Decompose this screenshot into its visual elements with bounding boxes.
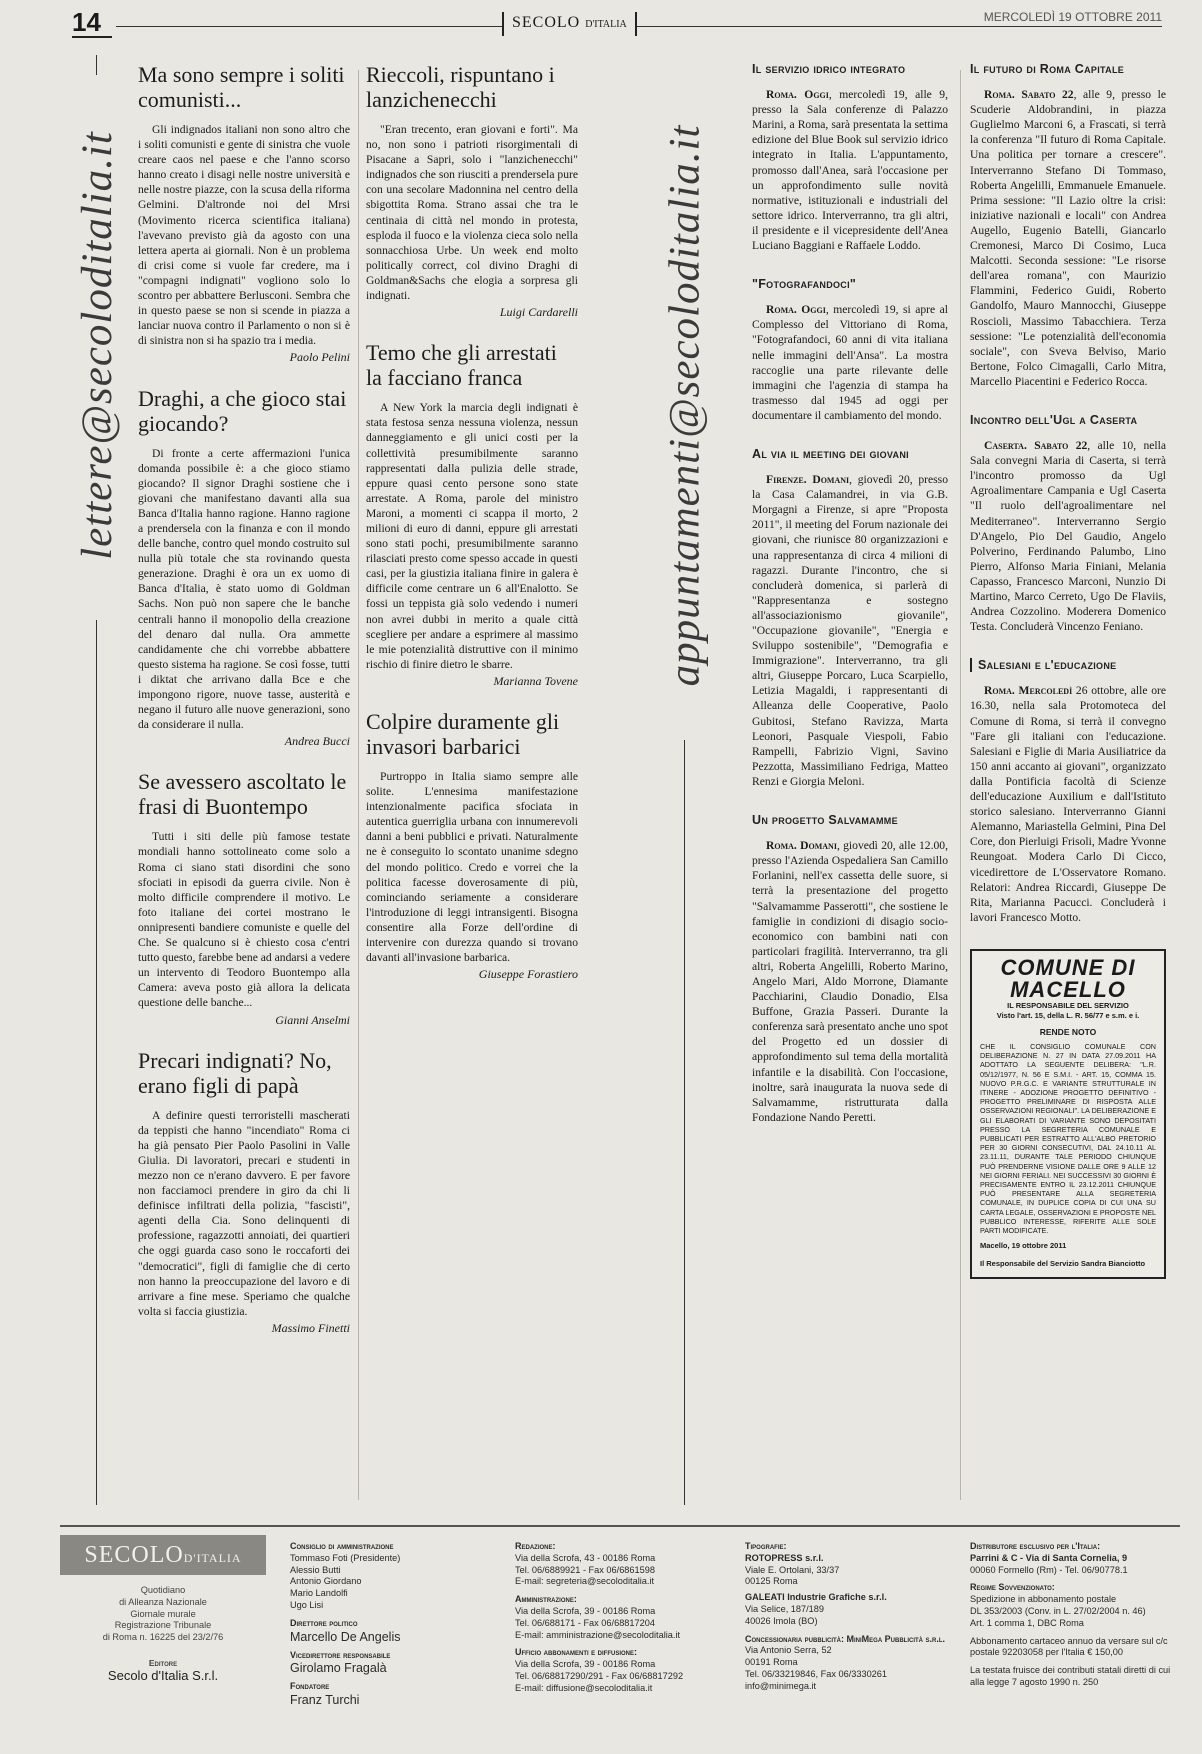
board-member: Tommaso Foti (Presidente) — [290, 1552, 401, 1563]
editor-name: Secolo d'Italia S.r.l. — [107, 1667, 219, 1683]
appointment-title: Incontro dell'Ugl a Caserta — [970, 412, 1138, 427]
notice-title-line1: COMUNE DI — [1000, 954, 1136, 980]
letter-body: Purtroppo in Italia siamo sempre alle solite. L'ennesima manifestazione intenzionalmente pacifica sfociata in autentica guerriglia urbana con innumerevoli danni a beni pubblici e privati. Naturalmente ne è conseguito lo scontato unanime sdegno del mondo politico. Credo e vorrei che la politica facesse doverosamente di più, cominciando seriamente a considerare l'introduzione di leggi intransigenti. Bisogna consentire alla Forze dell'ordine di intervenire con durezza quando si trovano davanti all'invasione barbarica. — [366, 770, 578, 965]
appointment-title: Un progetto Salvamamme — [752, 813, 898, 828]
info-line: Giornale murale — [130, 1608, 196, 1619]
info-line: Quotidiano — [140, 1585, 186, 1595]
galeati-name: GALEATI Industrie Grafiche s.r.l. — [745, 1592, 887, 1603]
regime-line: Spedizione in abbonamento postale — [970, 1594, 1117, 1605]
redazione-line: Via della Scrofa, 43 - 00186 Roma — [515, 1552, 656, 1563]
letters-column-1 — [138, 62, 350, 1356]
letter-author: Gianni Anselmi — [275, 1012, 350, 1027]
masthead-footer — [60, 1525, 1180, 1727]
board-label: Consiglio di amministrazione — [290, 1541, 394, 1551]
distributore-line: 00060 Formello (Rm) - Tel. 06/90778.1 — [970, 1564, 1128, 1575]
notice-body: CHE IL CONSIGLIO COMUNALE CON DELIBERAZIONE N. 27 IN DATA 27.09.2011 HA ADOTTATO LA SEGUENTE DELIBERA: "L.R. 05/12/1977, N. 56 E S.M.I. - ART. 15, COMMA 15. NUOVO P.R.G.C. E VARIANTE STRUTTURALE IN ITINERE - ADOZIONE PROGETTO DEFINITIVO - PROGETTO PRELIMINARE DI RISPOSTA ALLE OSSERVAZIONI REGIONALI". LA DELIBERAZIONE E GLI ELABORATI DI VARIANTE SONO DEPOSITATI PRESSO LA SEGRETERIA COMUNALE E PUBBLICATI PER ESTRATTO ALL'ALBO PRETORIO PER 30 GIORNI CONSECUTIVI, DAL 24.10.11 AL 23.11.11, DURANTE TALE PERIODO CHIUNQUE PUÒ PRENDERNE VISIONE DALLE ORE 9 ALLE 12 NEI GIORNI FERIALI. NEI SUCCESSIVI 30 GIORNI È PRECISAMENTE ENTRO IL 23.12.2011 CHIUNQUE PUÒ PRESENTARE ALLA SEGRETERIA COMUNALE, IN DUPLICE COPIA DI CUI UNA SU CARTA LEGALE, OSSERVAZIONI E PROPOSTE NEL PUBBLICO INTERESSE, RIFERITE ALLE SOLE PARTI MODIFICATE. — [980, 1041, 1156, 1236]
info-line: Registrazione Tribunale — [114, 1620, 212, 1631]
regime-line: DL 353/2003 (Conv. in L. 27/02/2004 n. 46) — [970, 1605, 1146, 1616]
testata-text: La testata fruisce dei contributi statali diretti di cui alla legge 7 agosto 1990 n. 250 — [970, 1665, 1171, 1687]
appointment — [752, 277, 948, 423]
board-column — [290, 1535, 490, 1707]
info-line: di Alleanza Nazionale — [119, 1596, 207, 1607]
header-rule — [116, 26, 1162, 27]
founder-name: Franz Turchi — [290, 1693, 360, 1708]
letter — [366, 340, 578, 689]
letter-author: Massimo Finetti — [271, 1320, 350, 1335]
editor-label: Editore — [148, 1657, 178, 1668]
pubblicita-line: Tel. 06/33219846, Fax 06/3330261 — [745, 1668, 888, 1679]
appointment-body: 26 ottobre, alle ore 16.30, nella sala Protomoteca del Comune di Roma, si terrà il convegno "Fare gli italiani con l'educazione. Salesiani e Figlie di Maria Ausiliatrice da 150 anni accanto ai giovani", organizzato dalla Pontificia facoltà di Scienze dell'educazione Auxilium e dall'Istituto storico salesiano. Interverranno Gianni Alemanno, Mariastella Gelmini, Pina Del Core, don Pierluigi Frisoli, Madre Yvonne Reungoat. Modera Carlo Di Cicco, vicedirettore de L'Osservatore Romano. Relatori: Andrea Riccardi, Giuseppe De Rita, Marianna Pacucci. Concluderà i lavori Francesco Motto. — [970, 684, 1167, 924]
footer-logo-title: SECOLO — [84, 1542, 184, 1568]
pubblicita-line: 00191 Roma — [745, 1657, 798, 1668]
letter-title: Colpire duramente gli invasori barbarici — [366, 709, 560, 759]
letter-body: Di fronte a certe affermazioni l'unica domanda possibile è: a che gioco stiamo giocando? Il signor Draghi sostiene che i giovani che manifestano davanti alla sua Banca d'Italia hanno ragione. Hanno ragione a prendersela con la finanza e con il mondo delle banche, contro quel mondo costruito sul nulla più totale che sta rovinando questa generazione. Draghi è ora un ex uomo di Banca d'Italia, è stato uomo di Goldman Sachs. Non può non sapere che le banche centrali hanno il monopolio della creazione del denaro dal nulla. Ora ammette candidamente che chi vorrebbe abbattere questo sistema ha ragione. Se così fosse, tutti i diktat che arrivano dalla Bce e che impongono rigore, nuove tasse, austerità e negano il futuro alle nuove generazioni, sono da considerare il nulla. — [138, 446, 350, 732]
page-number: 14 — [72, 8, 112, 38]
footer-logo-subtitle: D'ITALIA — [183, 1551, 242, 1565]
letter — [138, 769, 350, 1027]
letter-title: Precari indignati? No, erano figli di papà — [138, 1047, 332, 1098]
masthead-title: SECOLO — [512, 14, 581, 31]
column-separator — [960, 70, 961, 1500]
issue-date: MERCOLEDÌ 19 OTTOBRE 2011 — [978, 8, 1162, 26]
letter — [366, 62, 578, 320]
notice-title-line2: MACELLO — [1010, 976, 1126, 1002]
notice-signature: Il Responsabile del Servizio Sandra Bianciotto — [980, 1259, 1146, 1269]
letter-title: Ma sono sempre i soliti comunisti... — [138, 62, 345, 112]
letter-author: Luigi Cardarelli — [499, 305, 578, 320]
appointment-lead: Roma. Sabato 22 — [984, 88, 1074, 102]
regime-line: Art. 1 comma 1, DBC Roma — [970, 1617, 1084, 1628]
vice-name: Girolamo Fragalà — [290, 1661, 387, 1676]
letter-body: "Eran trecento, eran giovani e forti". Ma no, non sono i patrioti risorgimentali di Pisacane a Sapri, solo i "lanzichenecchi" indignados che son riusciti a prendersela pure con una secolare Madonnina nel centro della sbigottita Roma. Strano assai che tra le centinaia di città nel mondo in protesta, esploda il fuoco e la violenza cieca solo nella sonnacchiosa Urbe. Un week end molto politically correct, col divino Draghi di Goldman&Sachs che elogia a sorpresa gli indignati. — [366, 123, 578, 303]
notice-place-date: Macello, 19 ottobre 2011 — [980, 1241, 1067, 1251]
redazione-line: Tel. 06/6889921 - Fax 06/6861598 — [515, 1564, 655, 1575]
diffusione-email[interactable]: E-mail: diffusione@secoloditalia.it — [515, 1682, 653, 1693]
pubblicita-line: Via Antonio Serra, 52 — [745, 1645, 832, 1656]
board-member: Mario Landolfi — [290, 1588, 348, 1599]
letter — [366, 709, 578, 982]
appointment-lead: Caserta. Sabato 22 — [984, 439, 1088, 453]
notice-subtitle: IL RESPONSABILE DEL SERVIZIO — [1007, 1000, 1129, 1010]
letter-title: Draghi, a che gioco stai giocando? — [138, 385, 347, 436]
page-header — [72, 8, 1162, 38]
distributore-line: Parrini & C - Via di Santa Cornelia, 9 — [970, 1552, 1128, 1563]
letter-author: Paolo Pelini — [289, 350, 350, 365]
letter-body: Gli indignados italiani non sono altro che i soliti comunisti e gente di sinistra che vuole creare caos nel paese e che l'anno scorso hanno creato i disagi nelle nostre università e nelle nostre piazze, con la scusa della riforma Gelmini. D'altronde noi del Mrsi (Movimento ricerca scientifica italiana) l'avevano previsto già da agosto con una lettera aperta ai giornali. Non è un problema di crisi come si vuole far credere, ma i "compagni indignati" vogliono solo lo scontro per abbattere Berlusconi. Sembra che in questo paese se non si scende in piazza a lanciar nuova contro il Parlamento o non si è di sinistra non si ha spazio tra i media. — [138, 123, 350, 348]
letter-author: Giuseppe Forastiero — [478, 967, 578, 982]
appointment-lead: Firenze. Domani — [766, 473, 850, 487]
letter — [138, 62, 350, 366]
rotopress-line: 00125 Roma — [745, 1576, 798, 1587]
letter-body: A definire questi terroristelli mascherati da teppisti che hanno "incendiato" Roma ci ha già pensato Pier Paolo Pasolini in Valle Giulia. Di lavoratori, precari e studenti in mezzo non ce n'erano davvero. E per favore non facciamoci prendere in giro da chi li definisce infiltrati della polizia, "fascisti", agenti della Cia. Sono delinquenti di professione, ragazzotti annoiati, dei quartieri che oggi guarda caso sono le roccaforti dei "democratici", figli di famiglie che di certo non hanno la preoccupazione del lavoro e di arrivare a fine mese. Speriamo che qualche volta si faccia giustizia. — [138, 1108, 350, 1318]
offices-column — [515, 1535, 735, 1695]
appointment-lead: Roma. Oggi — [766, 303, 826, 317]
letters-email[interactable]: lettere@secoloditalia.it — [73, 130, 121, 560]
letter-body: A New York la marcia degli indignati è stata festosa senza nessuna violenza, nessun danneggiamento e gli unici costi per la collettività presumibilmente saranno rappresentati dalla pulizia delle strade, eppure quasi cento persone sono state arrestate. A Roma, parole del ministro Maroni, a momenti ci scappa il morto, 2 milioni di euro di danni, eppure gli arrestati sono stati pochi, presumibilmente saranno rilasciati presto come spesso accade in questi casi, per la giustizia italiana finire in galera è difficile come centrare un 6 all'Enalotto. Se fossi un teppista già solo vedendo i numeri non avrei dubbi in merito a quale città scegliere per andare a esprimere al massimo le mie potenzialità distruttive con il minimo rischio di finire dietro le sbarre. — [366, 401, 578, 671]
masthead-subtitle: D'ITALIA — [585, 19, 627, 30]
notice-subtitle-law: Visto l'art. 15, della L. R. 56/77 e s.m. e i. — [996, 1010, 1140, 1020]
amministrazione-line: Via della Scrofa, 39 - 00186 Roma — [515, 1605, 656, 1616]
letter-body: Tutti i siti delle più famose testate mondiali hanno sottolineato come solo a Roma ci siano stati disordini che sono sfociati in episodi da guerra civile. Non è molto difficile comprendere il motivo. Le foto italiane dei cortei mostrano le onnipresenti bandiere comuniste e quelle del Che. Se qualcuno si è chiesto cosa c'entri tutto questo, farebbe bene ad andarsi a vedere un intervento di Teodoro Buontempo alla Camera: aveva posto già allora la delicata questione delle banche... — [138, 830, 350, 1010]
letters-banner-rule-top — [96, 55, 97, 75]
letters-banner — [62, 75, 132, 615]
appointments-banner-rule — [684, 740, 685, 1505]
letter-title: Se avessero ascoltato le frasi di Buontempo — [138, 769, 347, 820]
diffusione-label: Ufficio abbonamenti e diffusione: — [515, 1647, 637, 1658]
appointment-lead: Roma. Domani — [766, 839, 837, 853]
board-member: Alessio Butti — [290, 1564, 341, 1575]
letters-banner-rule — [96, 620, 97, 1505]
letter — [138, 1048, 350, 1336]
appointment-lead: Roma. Mercoledì — [984, 684, 1073, 698]
rotopress-name: ROTOPRESS s.r.l. — [745, 1552, 824, 1563]
founder-label: Fondatore — [290, 1681, 330, 1692]
vice-label: Vicedirettore responsabile — [290, 1649, 391, 1660]
board-member: Ugo Lisi — [290, 1599, 324, 1610]
appointment — [752, 813, 948, 1125]
appointment-title: Il servizio idrico integrato — [752, 62, 906, 76]
appointment-body: , mercoledì 19, alle 9, presso la Sala conferenze di Palazzo Marini, a Roma, sarà presentata la settima edizione del Blue Book sul servizio idrico integrato in Italia. L'appuntamento, promosso dall'Anea, sarà l'occasione per un approfondimento sulle novità normative, istituzionali e industriali del settore idrico. Interverranno, tra gli altri, il presidente e il vicepresidente dell'Anea Luciano Baggiani e Raffaele Loddo. — [752, 88, 948, 253]
letter-author: Marianna Tovene — [493, 673, 578, 688]
public-notice — [970, 949, 1166, 1280]
redazione-email[interactable]: E-mail: segreteria@secoloditalia.it — [515, 1576, 655, 1587]
appointment-title: Il futuro di Roma Capitale — [970, 62, 1125, 76]
footer-logo — [60, 1535, 266, 1575]
letter-title: Rieccoli, rispuntano i lanzichenecchi — [366, 62, 555, 112]
printing-column — [745, 1535, 965, 1693]
distribution-column — [970, 1535, 1180, 1689]
appointment — [752, 62, 948, 253]
appointments-email[interactable]: appuntamenti@secoloditalia.it — [661, 124, 709, 686]
appointment-lead: Roma. Oggi — [766, 88, 829, 102]
appointments-column-1 — [752, 62, 948, 1149]
amministrazione-line: Tel. 06/688171 - Fax 06/68817204 — [515, 1617, 655, 1628]
appointment-title — [970, 658, 1166, 673]
appointment-title-text: Salesiani e l'educazione — [970, 658, 1116, 672]
amministrazione-label: Amministrazione: — [515, 1594, 577, 1605]
amministrazione-email[interactable]: E-mail: amministrazione@secoloditalia.it — [515, 1629, 681, 1640]
appointments-column-2 — [970, 62, 1166, 1279]
appointment — [752, 447, 948, 789]
tipografie-label: Tipografie: — [745, 1541, 787, 1551]
abbonamento-text: Abbonamento cartaceo annuo da versare sul c/c postale 92203058 per l'Italia € 150,00 — [970, 1635, 1168, 1658]
board-member: Antonio Giordano — [290, 1576, 362, 1587]
rotopress-line: Viale E. Ortolani, 33/37 — [745, 1564, 840, 1575]
appointment-body: , mercoledì 19, si apre al Complesso del Vittoriano di Roma, "Fotografandoci, 60 anni di vita italiana nelle immagini dell'Ansa". La mostra raccoglie una parte rilevante delle immagini che l'agenzia di stampa ha trasmesso dal 1945 ad oggi per documentare il cambiamento del mondo. — [752, 303, 948, 422]
info-line: di Roma n. 16225 del 23/2/76 — [102, 1632, 224, 1643]
appointment-body: , giovedì 20, presso la Casa Calamandrei, in via G.B. Morgagni a Firenze, si apre "Proposta 2011", il meeting del Forum nazionale dei giovani, che riunisce 80 organizzazioni e una rappresentanza di circa 4 milioni di ragazzi. Durante l'incontro, che si concluderà domenica, si parlerà di "Rappresentanza e sostegno all'associazionismo giovanile", "Occupazione giovanile", "Energia e Sviluppo sostenibile", "Demografia e Immigrazione". Interverranno, tra gli altri, Giuseppe Porcaro, Luca Scarpiello, Letizia Magaldi, i rappresentanti di Alleanza delle Cooperative, Paolo Gubitosi, Stefano Ravizza, Marta Leonori, Pasquale Viespoli, Fabio Rampelli, Fabrizio Vigni, Savino Pezzotta, Massimiliano Fedriga, Matteo Renzi e Giorgia Meloni. — [752, 473, 948, 788]
appointment-body: , alle 10, nella Sala convegni Maria di Caserta, si terrà l'incontro promosso da Ugl Agroalimentare Campania e Ugl Caserta "Il ruolo dell'agroalimentare nel Mediterraneo". Interverranno Sergio D'Angelo, Pio Del Gaudio, Angelo Polverino, Ferdinando Palumbo, Lino Pierro, Alfonso Maria Finiani, Melania Capasso, Francesco Marconi, Nunzio Di Martino, Marco Cerreto, Ugo De Flaviis, Andrea Cozzolino. Moderera Domenico Testa. Concluderà Vincenzo Feniano. — [970, 439, 1166, 634]
appointment — [970, 413, 1166, 634]
pubblicita-label: Concessionaria pubblicità: MiniMega Pubblicità s.r.l. — [745, 1633, 945, 1644]
pubblicita-email[interactable]: info@minimega.it — [745, 1680, 817, 1691]
letter — [138, 386, 350, 750]
diffusione-line: Tel. 06/68817290/291 - Fax 06/68817292 — [515, 1670, 684, 1681]
appointment-body: , alle 9, presso le Scuderie Aldobrandini, in piazza Guglielmo Marconi 6, a Frascati, si terrà la conferenza "Il futuro di Roma Capitale. Una politica per tornare a crescere". Interverranno Stefano Di Tommaso, Roberta Angelilli, Emmanuele Emanuele. Prima sessione: "Il Lazio oltre la crisi: iniziative nazionali e locali" con Andrea Augello, Eugenio Batelli, Giancarlo Cremonesi, Marco Di Cosimo, Luca Malcotti. Seconda sessione: "Le risorse dell'area romana", con Maurizio Flammini, Federico Guidi, Roberto Gandolfo, Mauro Mannocchi, Giuseppe Roscioli, Massimo Tabacchiera. Terza sessione: "Le potenzialità dell'economia sociale", con Sveva Belviso, Mario Bertone, Folco Cimagalli, Carlo Mitra, Marcello Piacentini e Federico Rocca. — [970, 88, 1166, 388]
director-label: Direttore politico — [290, 1617, 358, 1628]
redazione-label: Redazione: — [515, 1541, 556, 1551]
letter-title: Temo che gli arrestati la facciano franca — [366, 340, 557, 391]
publication-info — [60, 1585, 266, 1682]
appointment-title: "Fotografandoci" — [752, 277, 857, 292]
column-separator — [358, 70, 359, 1500]
director-name: Marcello De Angelis — [290, 1629, 401, 1644]
galeati-line: 40026 Imola (BO) — [745, 1615, 818, 1626]
diffusione-line: Via della Scrofa, 39 - 00186 Roma — [515, 1659, 656, 1670]
galeati-line: Via Selice, 187/189 — [745, 1603, 825, 1614]
appointments-banner — [650, 75, 720, 735]
regime-label: Regime Sovvenzionato: — [970, 1582, 1055, 1593]
notice-heading: RENDE NOTO — [1039, 1026, 1097, 1037]
appointment — [970, 62, 1166, 389]
distributore-label: Distributore esclusivo per l'Italia: — [970, 1541, 1101, 1551]
appointment — [970, 658, 1166, 925]
letter-author: Andrea Bucci — [284, 734, 350, 749]
appointment-title: Al via il meeting dei giovani — [752, 446, 909, 461]
masthead — [502, 12, 637, 36]
letters-column-2 — [366, 62, 578, 1002]
appointment-body: , giovedì 20, alle 12.00, presso l'Azienda Ospedaliera San Camillo Forlanini, nell'ex cassetta delle suore, si terrà la presentazione del progetto "Salvamamme Passerotti", che sostiene le famiglie in condizioni di disagio socio-economico con bambini nati con particolari fragilità. Interverranno, tra gli altri, Roberta Angelilli, Roberto Marino, Angelo Mari, Aldo Morrone, Diamante Pacchiarini, Claudio Donadio, Elsa Buffone, Grazia Passeri. Durante la conferenza sarà presentato anche uno spot del Progetto ed un dossier di approfondimento sul tema della mortalità infantile e la disabilità. Con l'occasione, inoltre, sarà inaugurata la nuova sede di Salvamamme, ristrutturata dalla Fondazione Nando Peretti. — [752, 839, 948, 1124]
